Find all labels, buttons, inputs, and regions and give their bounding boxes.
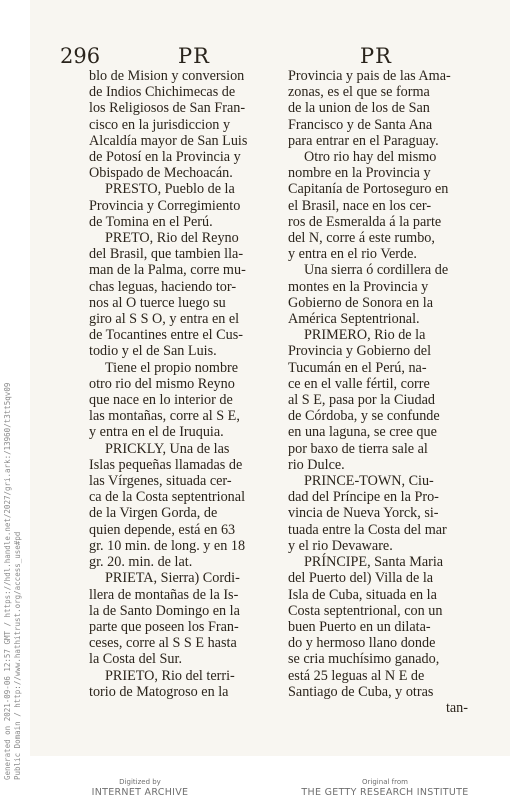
text-line: torio de Matogroso en la xyxy=(89,683,229,700)
text-line: tuada entre la Costa del mar xyxy=(288,521,447,538)
text-line: y entra en el rio Verde. xyxy=(288,246,417,263)
text-line: vincia de Nueva Yorck, si- xyxy=(288,505,439,522)
text-line: Tucumán en el Perú, na- xyxy=(288,359,427,376)
text-line: América Septentrional. xyxy=(288,311,420,328)
text-line: Una sierra ó cordillera de xyxy=(304,262,449,279)
text-line: PRINCE-TOWN, Ciu- xyxy=(304,473,434,490)
text-line: parte que poseen los Fran- xyxy=(89,618,239,635)
text-line: quien depende, está en 63 xyxy=(89,521,236,538)
text-line: al S E, pasa por la Ciudad xyxy=(288,392,435,409)
public-domain-notice: Public Domain / http://www.hathitrust.org/access_use#pd xyxy=(13,531,22,780)
text-line: de la union de los de San xyxy=(288,100,430,117)
running-head-left: PR xyxy=(178,44,210,68)
page-number: 296 xyxy=(60,44,101,68)
text-line: Costa septentrional, con un xyxy=(288,602,443,619)
text-line: gr. 10 min. de long. y en 18 xyxy=(89,537,246,554)
text-line: Islas pequeñas llamadas de xyxy=(89,456,243,473)
getty-institute-label: THE GETTY RESEARCH INSTITUTE xyxy=(301,787,469,798)
text-line: dad del Príncipe en la Pro- xyxy=(288,489,439,506)
text-line: tan- xyxy=(445,699,468,716)
text-line: Tiene el propio nombre xyxy=(105,359,239,376)
text-line: Provincia y pais de las Ama- xyxy=(288,68,451,84)
text-line: ceses, corre al S S E hasta xyxy=(89,635,237,652)
text-line: PRIETO, Rio del terri- xyxy=(105,667,235,684)
text-line: Capitanía de Portoseguro en xyxy=(288,181,449,198)
text-line: Isla de Cuba, situada en la xyxy=(288,586,437,603)
text-line: por baxo de tierra sale al xyxy=(288,440,428,457)
text-line: en una laguna, se cree que xyxy=(288,424,437,441)
text-line: del N, corre á este rumbo, xyxy=(288,230,435,247)
text-line: ca de la Costa septentrional xyxy=(89,489,246,506)
text-line: de la Virgen Gorda, de xyxy=(89,505,218,522)
text-line: giro al S S O, y entra en el xyxy=(89,311,240,328)
original-from-label: Original from xyxy=(362,778,408,786)
text-line: para entrar en el Paraguay. xyxy=(288,132,439,149)
text-line: gr. 20. min. de lat. xyxy=(89,554,193,571)
digitized-by-credit xyxy=(70,778,210,799)
text-line: los Religiosos de San Fran- xyxy=(89,100,246,117)
text-line: el Brasil, nace en los cer- xyxy=(288,197,432,214)
text-line: todio y el de San Luis. xyxy=(89,343,217,360)
text-line: de Tocantines entre el Cus- xyxy=(89,327,243,344)
text-line: rio Dulce. xyxy=(288,456,345,473)
text-line: ros de Esmeralda á la parte xyxy=(288,213,442,230)
text-line: Provincia y Corregimiento xyxy=(89,197,241,214)
digitized-by-label: Digitized by xyxy=(119,778,161,786)
left-text-column xyxy=(89,68,277,700)
text-line: Francisco y de Santa Ana xyxy=(288,116,433,133)
text-line: la Costa del Sur. xyxy=(89,651,183,668)
text-line: Gobierno de Sonora en la xyxy=(288,294,433,311)
text-line: blo de Mision y conversion xyxy=(89,68,245,84)
text-line: PRETO, Rio del Reyno xyxy=(105,230,239,247)
text-line: las Vírgenes, situada cer- xyxy=(89,473,232,490)
text-line: del Brasil, que tambien lla- xyxy=(89,246,244,263)
text-line: de Tomina en el Perú. xyxy=(89,213,213,230)
text-line: está 25 leguas al N E de xyxy=(288,667,425,684)
text-line: de Córdoba, y se confunde xyxy=(288,408,440,425)
text-line: Obispado de Mechoacán. xyxy=(89,165,233,182)
text-line: Otro rio hay del mismo xyxy=(304,149,437,166)
hathitrust-side-notice xyxy=(1,382,29,780)
text-line: se cria muchísimo ganado, xyxy=(288,651,440,668)
original-from-credit xyxy=(300,778,470,799)
generated-notice: Generated on 2021-09-06 12:57 GMT / https://hdl.handle.net/2027/gri.ark:/13960/t3tt5qv09 xyxy=(3,382,12,780)
text-line: las montañas, corre al S E, xyxy=(89,408,240,425)
text-line: del Puerto del) Villa de la xyxy=(288,570,434,587)
text-line: ce en el valle fértil, corre xyxy=(288,375,430,392)
text-line: PRIETA, Sierra) Cordi- xyxy=(105,570,240,587)
text-line: Provincia y Gobierno del xyxy=(288,343,432,360)
text-line: PRÍNCIPE, Santa Maria xyxy=(304,554,444,571)
text-line: Santiago de Cuba, y otras xyxy=(288,683,434,700)
text-line: otro rio del mismo Reyno xyxy=(89,375,235,392)
text-line: nombre en la Provincia y xyxy=(288,165,431,182)
text-line: cisco en la jurisdiccion y xyxy=(89,116,231,133)
right-text-column xyxy=(288,68,468,716)
text-line: man de la Palma, corre mu- xyxy=(89,262,246,279)
text-line: y entra en el de Iruquia. xyxy=(89,424,224,441)
text-line: zonas, es el que se forma xyxy=(288,84,430,101)
text-line: Alcaldía mayor de San Luis xyxy=(89,132,248,149)
text-line: y el rio Devaware. xyxy=(288,537,393,554)
text-line: PRIMERO, Rio de la xyxy=(304,327,426,344)
text-line: PRESTO, Pueblo de la xyxy=(105,181,235,198)
text-line: montes en la Provincia y xyxy=(288,278,429,295)
running-head-right: PR xyxy=(360,44,392,68)
internet-archive-label: INTERNET ARCHIVE xyxy=(91,787,189,798)
text-line: de Indios Chichimecas de xyxy=(89,84,236,101)
text-line: do y hermoso llano donde xyxy=(288,635,436,652)
text-line: que nace en lo interior de xyxy=(89,392,233,409)
text-line: PRICKLY, Una de las xyxy=(105,440,230,457)
text-line: chas leguas, haciendo tor- xyxy=(89,278,237,295)
text-line: nos al O tuerce luego su xyxy=(89,294,226,311)
text-line: la de Santo Domingo en la xyxy=(89,602,240,619)
text-line: de Potosí en la Provincia y xyxy=(89,149,241,166)
text-line: llera de montañas de la Is- xyxy=(89,586,239,603)
page-header xyxy=(60,44,470,70)
text-line: buen Puerto en un dilata- xyxy=(288,618,431,635)
